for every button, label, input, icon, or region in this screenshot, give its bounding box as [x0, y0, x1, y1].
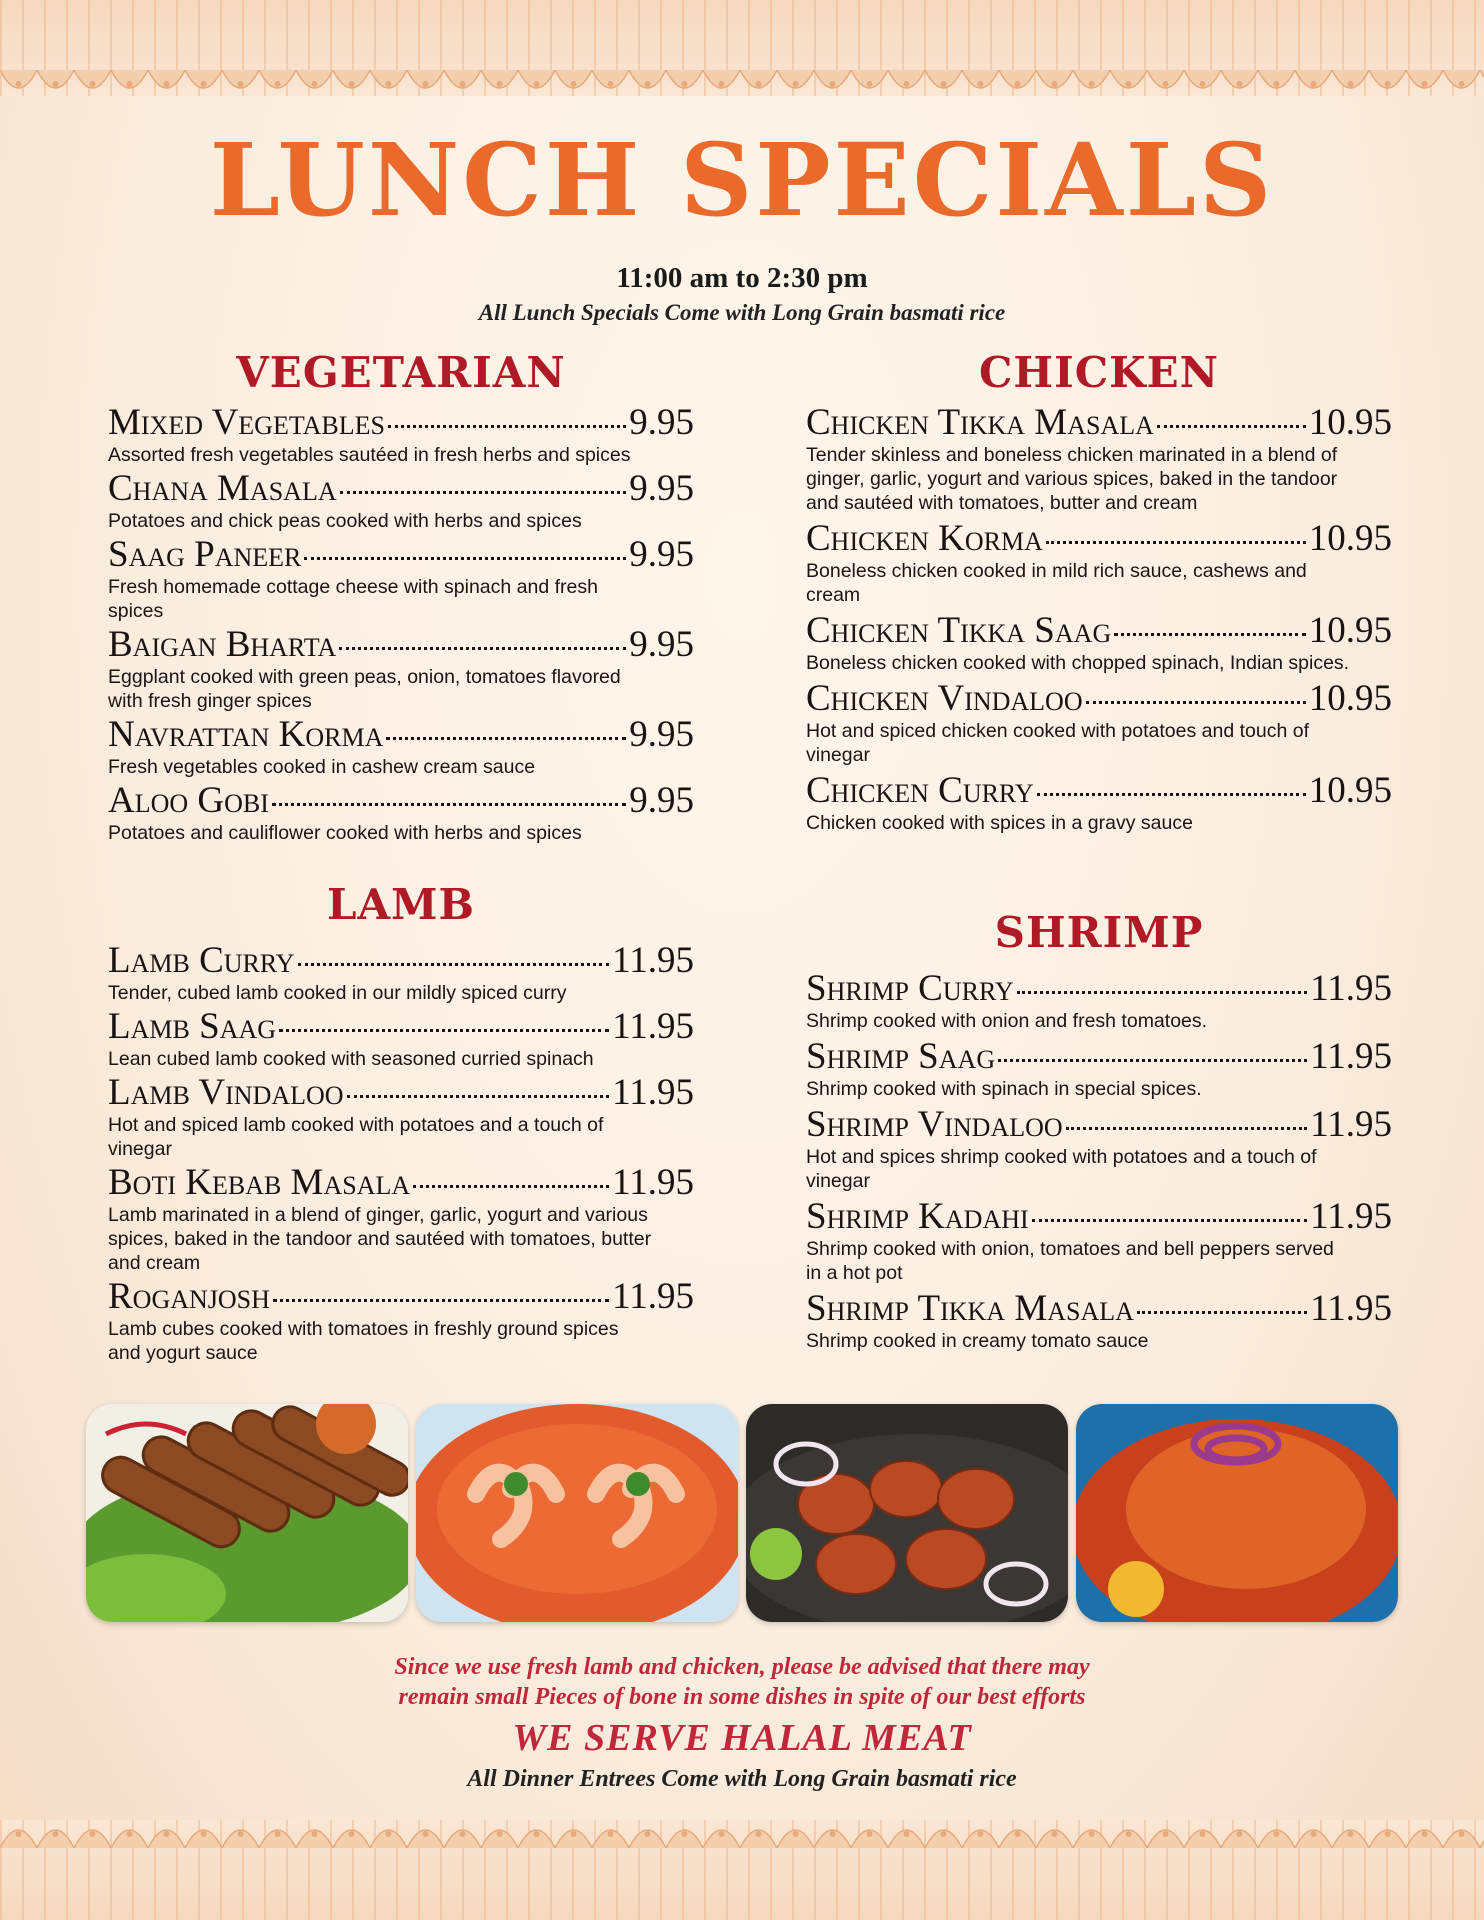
menu-item: [108, 781, 694, 845]
item-price: 10.95: [1308, 403, 1392, 443]
bone-notice-line-1: Since we use fresh lamb and chicken, please be advised that there may: [394, 1654, 1090, 1680]
item-description: Lamb marinated in a blend of ginger, garlic, yogurt and various spices, baked in the tandoor and sautéed with tomatoes, butter and cream: [108, 1204, 652, 1274]
item-price: 11.95: [1310, 969, 1392, 1009]
leader-dots: [1066, 1127, 1307, 1130]
leader-dots: [1114, 633, 1306, 636]
menu-item: [108, 1277, 694, 1365]
bone-notice: [0, 1652, 1484, 1712]
menu-item: [108, 1163, 694, 1275]
item-price: 9.95: [629, 403, 694, 443]
leader-dots: [1032, 1219, 1307, 1222]
halal-banner: WE SERVE HALAL MEAT: [512, 1717, 972, 1759]
menu-item: [806, 969, 1392, 1033]
item-name: Chicken Curry: [806, 771, 1034, 811]
dinner-rice-note: All Dinner Entrees Come with Long Grain basmati rice: [467, 1766, 1017, 1792]
leader-dots: [272, 803, 626, 806]
item-price: 10.95: [1308, 519, 1392, 559]
leader-dots: [339, 647, 626, 650]
leader-dots: [388, 425, 626, 428]
menu-item: [806, 1197, 1392, 1285]
chicken-section: [806, 348, 1392, 835]
item-name: Roganjosh: [108, 1277, 270, 1317]
shrimp-section: [806, 908, 1392, 1353]
leader-dots: [1037, 793, 1306, 796]
item-name: Chicken Tikka Masala: [806, 403, 1154, 443]
item-description: Hot and spiced chicken cooked with potatoes and touch of vinegar: [806, 720, 1309, 766]
item-description: Eggplant cooked with green peas, onion, tomatoes flavored with fresh ginger spices: [108, 666, 621, 712]
leader-dots: [304, 557, 626, 560]
menu-item: [806, 1105, 1392, 1193]
item-name: Mixed Vegetables: [108, 403, 385, 443]
item-price: 10.95: [1308, 679, 1392, 719]
leader-dots: [1157, 425, 1306, 428]
item-price: 11.95: [1310, 1197, 1392, 1237]
item-description: Lamb cubes cooked with tomatoes in freshly ground spices and yogurt sauce: [108, 1318, 619, 1364]
shrimp-curry-photo: [416, 1404, 738, 1622]
leader-dots: [1017, 991, 1307, 994]
menu-item: [108, 403, 694, 467]
item-description: Hot and spices shrimp cooked with potatoes and a touch of vinegar: [806, 1146, 1317, 1192]
item-description: Chicken cooked with spices in a gravy sauce: [806, 812, 1193, 834]
item-description: Boneless chicken cooked in mild rich sauce, cashews and cream: [806, 560, 1307, 606]
item-name: Aloo Gobi: [108, 781, 269, 821]
item-description: Shrimp cooked with onion, tomatoes and bell peppers served in a hot pot: [806, 1238, 1334, 1284]
item-price: 10.95: [1308, 611, 1392, 651]
leader-dots: [1046, 541, 1306, 544]
chicken-tikka-photo: [746, 1404, 1068, 1622]
food-photo-strip: [86, 1404, 1398, 1622]
section-heading-lamb: LAMB: [326, 880, 476, 929]
bone-notice-line-2: remain small Pieces of bone in some dishes in spite of our best efforts: [398, 1684, 1086, 1710]
lamb-section: [108, 880, 694, 1365]
bottom-scallop-trim: [0, 1808, 1484, 1848]
menu-item: [806, 403, 1392, 515]
item-name: Saag Paneer: [108, 535, 302, 575]
leader-dots: [340, 491, 627, 494]
item-price: 11.95: [1310, 1037, 1392, 1077]
menu-item: [108, 715, 694, 779]
page-title: LUNCH SPECIALS: [209, 121, 1275, 239]
item-price: 9.95: [629, 715, 694, 755]
section-heading-shrimp: SHRIMP: [994, 908, 1204, 957]
item-description: Shrimp cooked in creamy tomato sauce: [806, 1330, 1149, 1352]
item-price: 9.95: [629, 781, 694, 821]
item-name: Shrimp Saag: [806, 1037, 996, 1077]
menu-item: [806, 1289, 1392, 1353]
item-price: 9.95: [629, 625, 694, 665]
item-name: Shrimp Tikka Masala: [806, 1289, 1134, 1329]
item-description: Fresh homemade cottage cheese with spinach and fresh spices: [108, 576, 598, 622]
leader-dots: [1137, 1311, 1307, 1314]
item-price: 11.95: [612, 941, 694, 981]
item-name: Navrattan Korma: [108, 715, 384, 755]
item-name: Boti Kebab Masala: [108, 1163, 411, 1203]
menu-item: [108, 535, 694, 623]
section-heading-vegetarian: VEGETARIAN: [236, 348, 566, 397]
item-name: Shrimp Vindaloo: [806, 1105, 1063, 1145]
item-name: Lamb Saag: [108, 1007, 276, 1047]
lunch-hours: 11:00 am to 2:30 pm: [616, 262, 868, 294]
menu-item: [806, 771, 1392, 835]
menu-item: [108, 1073, 694, 1161]
item-price: 9.95: [629, 469, 694, 509]
item-name: Chicken Vindaloo: [806, 679, 1083, 719]
menu-item: [806, 519, 1392, 607]
item-description: Fresh vegetables cooked in cashew cream sauce: [108, 756, 536, 778]
item-name: Chicken Tikka Saag: [806, 611, 1112, 651]
leader-dots: [347, 1095, 610, 1098]
top-scallop-trim: [0, 70, 1484, 110]
menu-item: [806, 679, 1392, 767]
item-description: Tender skinless and boneless chicken marinated in a blend of ginger, garlic, yogurt and various spices, baked in the tandoor and sautéed with tomatoes, butter and cream: [806, 444, 1338, 514]
menu-item: [108, 625, 694, 713]
item-price: 9.95: [629, 535, 694, 575]
item-price: 11.95: [612, 1277, 694, 1317]
item-name: Baigan Bharta: [108, 625, 337, 665]
leader-dots: [273, 1299, 609, 1302]
item-name: Chicken Korma: [806, 519, 1043, 559]
item-price: 11.95: [1310, 1105, 1392, 1145]
item-description: Assorted fresh vegetables sautéed in fresh herbs and spices: [108, 444, 631, 466]
item-price: 11.95: [1310, 1289, 1392, 1329]
item-description: Hot and spiced lamb cooked with potatoes and a touch of vinegar: [108, 1114, 604, 1160]
vegetarian-section: [108, 348, 694, 845]
item-description: Shrimp cooked with spinach in special spices.: [806, 1078, 1202, 1100]
leader-dots: [386, 737, 626, 740]
tandoori-chicken-photo: [1076, 1404, 1398, 1622]
item-name: Lamb Vindaloo: [108, 1073, 344, 1113]
menu-item: [108, 1007, 694, 1071]
rice-note: All Lunch Specials Come with Long Grain basmati rice: [478, 300, 1006, 325]
leader-dots: [298, 963, 610, 966]
leader-dots: [1086, 701, 1306, 704]
item-name: Chana Masala: [108, 469, 337, 509]
item-description: Shrimp cooked with onion and fresh tomatoes.: [806, 1010, 1208, 1032]
leader-dots: [279, 1029, 609, 1032]
leader-dots: [413, 1185, 609, 1188]
menu-item: [806, 1037, 1392, 1101]
section-heading-chicken: CHICKEN: [978, 348, 1220, 397]
item-name: Shrimp Kadahi: [806, 1197, 1029, 1237]
item-description: Lean cubed lamb cooked with seasoned curried spinach: [108, 1048, 594, 1070]
leader-dots: [998, 1059, 1307, 1062]
menu-item: [108, 469, 694, 533]
item-price: 11.95: [612, 1007, 694, 1047]
item-description: Potatoes and cauliflower cooked with herbs and spices: [108, 822, 582, 844]
menu-item: [806, 611, 1392, 675]
item-description: Potatoes and chick peas cooked with herbs and spices: [108, 510, 582, 532]
item-price: 11.95: [612, 1073, 694, 1113]
menu-item: [108, 941, 694, 1005]
item-price: 11.95: [612, 1163, 694, 1203]
seekh-kebab-photo: [86, 1404, 408, 1622]
item-name: Shrimp Curry: [806, 969, 1014, 1009]
item-description: Boneless chicken cooked with chopped spinach, Indian spices.: [806, 652, 1350, 674]
item-name: Lamb Curry: [108, 941, 295, 981]
item-price: 10.95: [1308, 771, 1392, 811]
item-description: Tender, cubed lamb cooked in our mildly spiced curry: [108, 982, 567, 1004]
